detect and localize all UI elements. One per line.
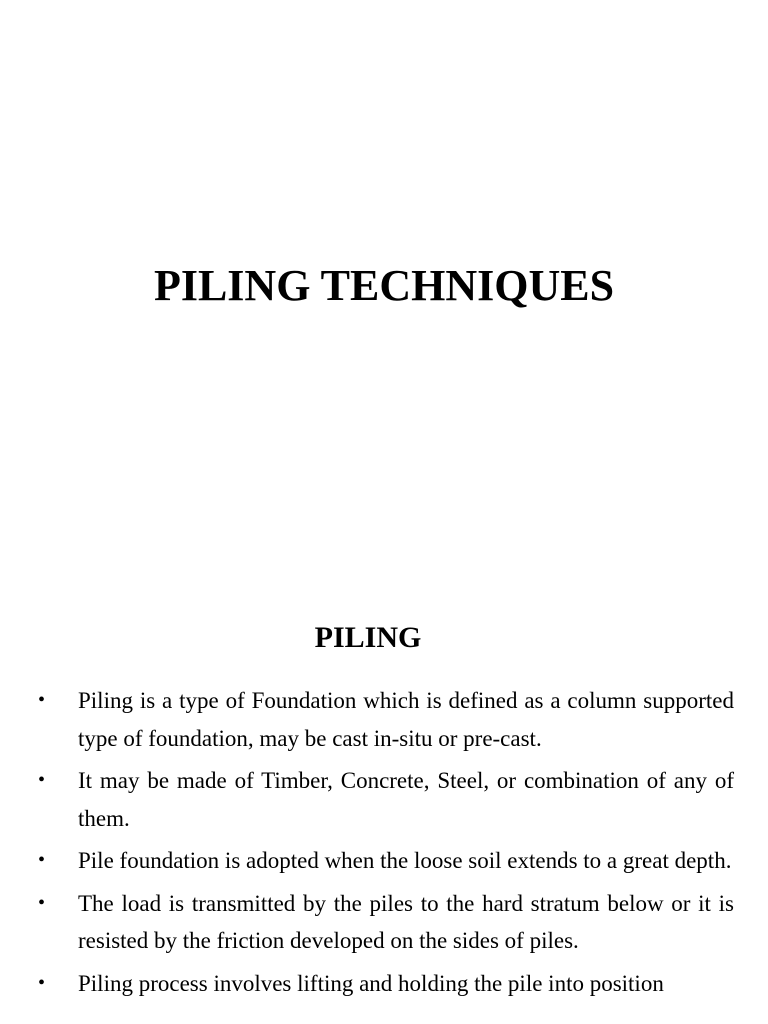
bullet-icon: • xyxy=(38,769,46,791)
bullet-icon: • xyxy=(38,689,46,711)
document-title: PILING TECHNIQUES xyxy=(153,261,615,310)
bullet-icon: • xyxy=(38,849,46,871)
list-item xyxy=(0,682,768,757)
bullet-icon: • xyxy=(38,971,46,994)
list-item xyxy=(0,842,768,880)
list-item xyxy=(0,762,768,837)
list-item-text: The load is transmitted by the piles to the hard stratum below or it is resisted by the friction developed on the sides of piles. xyxy=(78,890,734,953)
list-item-text: Piling process involves lifting and holding the pile into position xyxy=(78,970,664,996)
section-heading: PILING xyxy=(314,621,422,654)
bullet-icon: • xyxy=(38,891,46,914)
list-item xyxy=(0,885,768,960)
list-item xyxy=(0,965,768,1003)
list-item-text: Pile foundation is adopted when the loose soil extends to a great depth. xyxy=(78,848,732,873)
list-item-text: It may be made of Timber, Concrete, Steel, or combination of any of them. xyxy=(78,768,734,831)
bullet-list xyxy=(0,682,768,1007)
list-item-text: Piling is a type of Foundation which is defined as a column supported type of foundation, may be cast in-situ or pre-cast. xyxy=(78,688,734,751)
